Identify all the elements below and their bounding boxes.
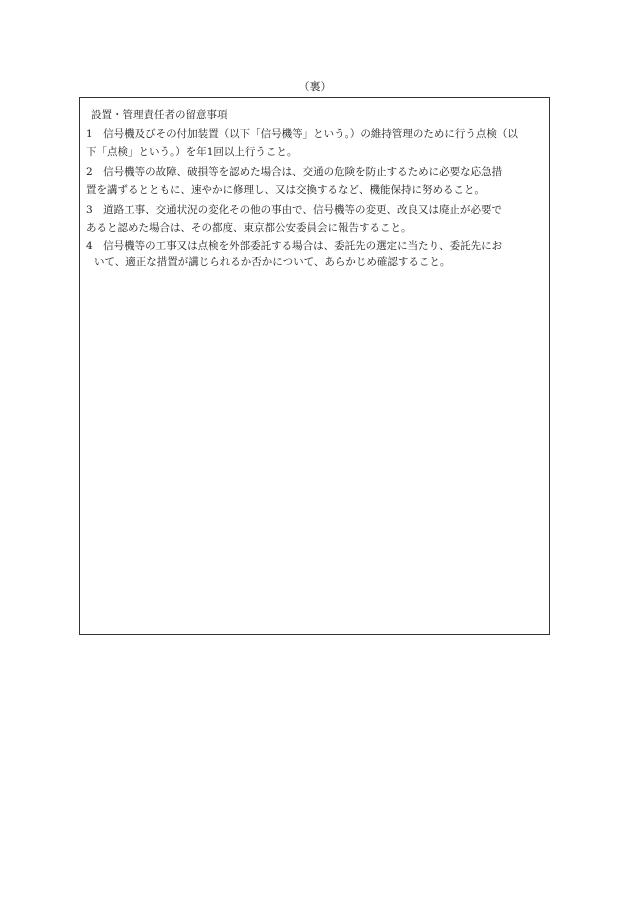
notes-box bbox=[79, 97, 550, 635]
page-label: （裏） bbox=[298, 80, 332, 93]
note-item-4-line-1: 4 信号機等の工事又は点検を外部委託する場合は、委託先の選定に当たり、委託先にお bbox=[86, 240, 503, 252]
note-item-4-line-2: いて、適正な措置が講じられるか否かについて、あらかじめ確認すること。 bbox=[94, 256, 451, 268]
note-item-1-line-1: 1 信号機及びその付加装置（以下「信号機等」という。）の維持管理のために行う点検（以 bbox=[86, 128, 518, 140]
note-item-2-line-2: 置を講ずるとともに、速やかに修理し、又は交換するなど、機能保持に努めること。 bbox=[86, 184, 485, 196]
note-item-1-line-2: 下「点検」という。）を年1回以上行うこと。 bbox=[86, 146, 298, 158]
note-item-3-line-1: 3 道路工事、交通状況の変化その他の事由で、信号機等の変更、改良又は廃止が必要で bbox=[86, 204, 502, 216]
notes-heading: 設置・管理責任者の留意事項 bbox=[91, 109, 228, 121]
note-item-2-line-1: 2 信号機等の故障、破損等を認めた場合は、交通の危険を防止するために必要な応急措 bbox=[86, 166, 503, 178]
note-item-3-line-2: あると認めた場合は、その都度、東京都公安委員会に報告すること。 bbox=[86, 222, 412, 234]
